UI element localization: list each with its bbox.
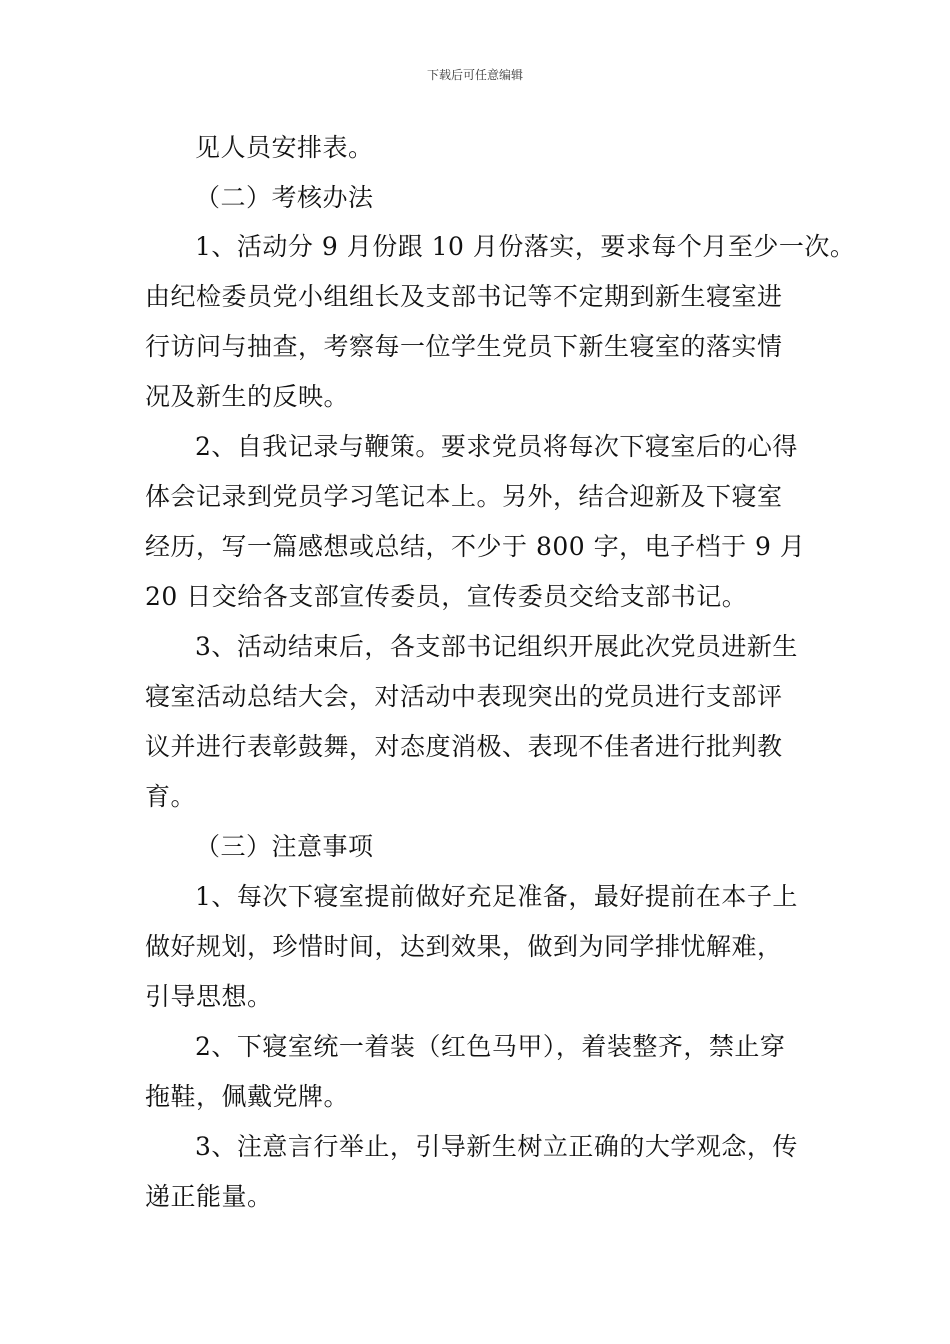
text-line: 3、注意言行举止，引导新生树立正确的大学观念，传 xyxy=(195,1132,798,1161)
text-line: 体会记录到党员学习笔记本上。另外，结合迎新及下寝室 xyxy=(145,482,783,511)
text-line: 2、自我记录与鞭策。要求党员将每次下寝室后的心得 xyxy=(195,432,798,461)
text-line: 育。 xyxy=(145,782,197,811)
text-line: 拖鞋，佩戴党牌。 xyxy=(145,1082,350,1111)
text-line: 寝室活动总结大会，对活动中表现突出的党员进行支部评 xyxy=(145,682,783,711)
text-line: 3、活动结束后，各支部书记组织开展此次党员进新生 xyxy=(195,632,798,661)
text-line: 20 日交给各支部宣传委员，宣传委员交给支部书记。 xyxy=(145,582,748,611)
text-line: 引导思想。 xyxy=(145,982,273,1011)
text-line: 况及新生的反映。 xyxy=(145,382,350,411)
text-line: 由纪检委员党小组组长及支部书记等不定期到新生寝室进 xyxy=(145,282,783,311)
section-heading: （二）考核办法 xyxy=(195,183,374,212)
text-line: 1、活动分 9 月份跟 10 月份落实，要求每个月至少一次。 xyxy=(195,232,856,261)
text-line: 经历，写一篇感想或总结，不少于 800 字，电子档于 9 月 xyxy=(145,532,806,561)
text-line: 递正能量。 xyxy=(145,1182,273,1211)
text-line: 1、每次下寝室提前做好充足准备，最好提前在本子上 xyxy=(195,882,798,911)
page-header: 下载后可任意编辑 xyxy=(426,68,523,82)
text-line: 见人员安排表。 xyxy=(195,133,374,162)
text-line: 议并进行表彰鼓舞，对态度消极、表现不佳者进行批判教 xyxy=(145,732,783,761)
text-line: 2、下寝室统一着装（红色马甲），着装整齐，禁止穿 xyxy=(195,1032,786,1061)
text-line: 做好规划，珍惜时间，达到效果，做到为同学排忧解难， xyxy=(145,932,783,961)
text-line: 行访问与抽查，考察每一位学生党员下新生寝室的落实情 xyxy=(145,332,783,361)
section-heading: （三）注意事项 xyxy=(195,832,374,861)
